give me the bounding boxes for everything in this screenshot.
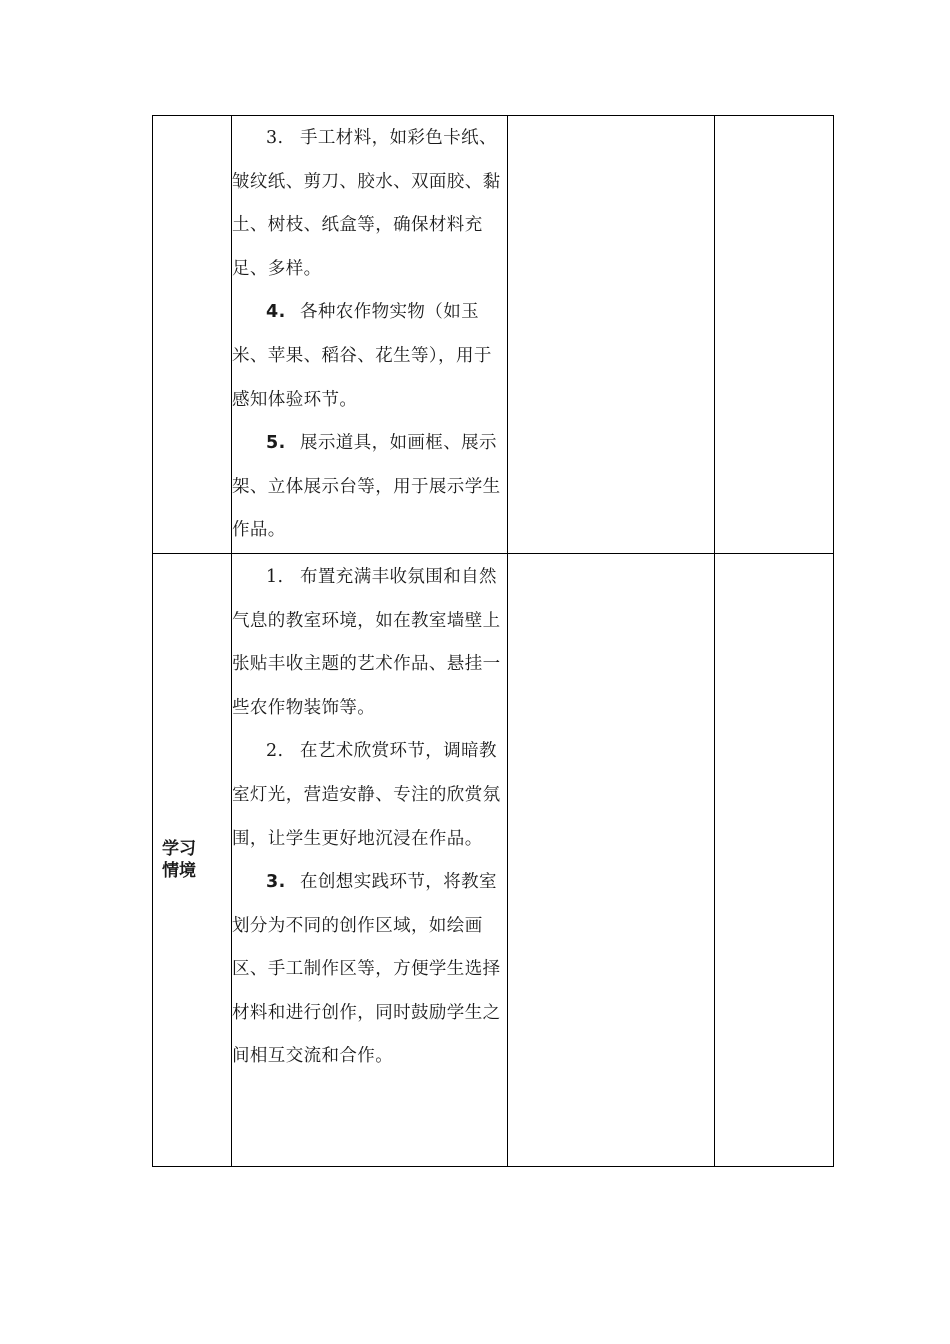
blank-cell <box>508 116 715 554</box>
item-text: 在创想实践环节，将教室划分为不同的创作区域，如绘画区、手工制作区等，方便学生选择材料和进行创作，同时鼓励学生之间相互交流和合作。 <box>232 872 501 1067</box>
list-item <box>232 730 507 861</box>
list-item <box>232 556 507 730</box>
blank-cell <box>715 553 834 1166</box>
item-number: 4. <box>266 302 286 323</box>
list-item <box>232 861 507 1079</box>
row-label: 学习情境 <box>162 838 196 881</box>
item-text: 各种农作物实物（如玉米、苹果、稻谷、花生等），用于感知体验环节。 <box>232 302 492 410</box>
row-label-cell <box>153 116 232 554</box>
table-row-materials <box>153 116 834 554</box>
item-number: 2. <box>266 741 284 762</box>
lesson-plan-table <box>152 115 834 1167</box>
table-row-learning-context <box>153 553 834 1166</box>
item-text: 在艺术欣赏环节，调暗教室灯光，营造安静、专注的欣赏氛围，让学生更好地沉浸在作品。 <box>232 741 501 849</box>
item-text: 布置充满丰收氛围和自然气息的教室环境，如在教室墙壁上张贴丰收主题的艺术作品、悬挂一些农作物装饰等。 <box>232 566 501 718</box>
row-label-cell <box>153 553 232 1166</box>
list-item <box>232 117 507 291</box>
item-number: 1. <box>266 566 284 587</box>
item-text: 手工材料，如彩色卡纸、皱纹纸、剪刀、胶水、双面胶、黏土、树枝、纸盒等，确保材料充足、多样。 <box>232 128 501 279</box>
content-cell <box>232 553 508 1166</box>
blank-cell <box>508 553 715 1166</box>
item-number: 3. <box>266 128 284 148</box>
item-number: 3. <box>266 872 286 893</box>
item-number: 5. <box>266 433 286 454</box>
blank-cell <box>715 116 834 554</box>
list-item <box>232 422 507 553</box>
item-text: 展示道具，如画框、展示架、立体展示台等，用于展示学生作品。 <box>232 433 501 541</box>
list-item <box>232 291 507 422</box>
content-cell <box>232 116 508 554</box>
